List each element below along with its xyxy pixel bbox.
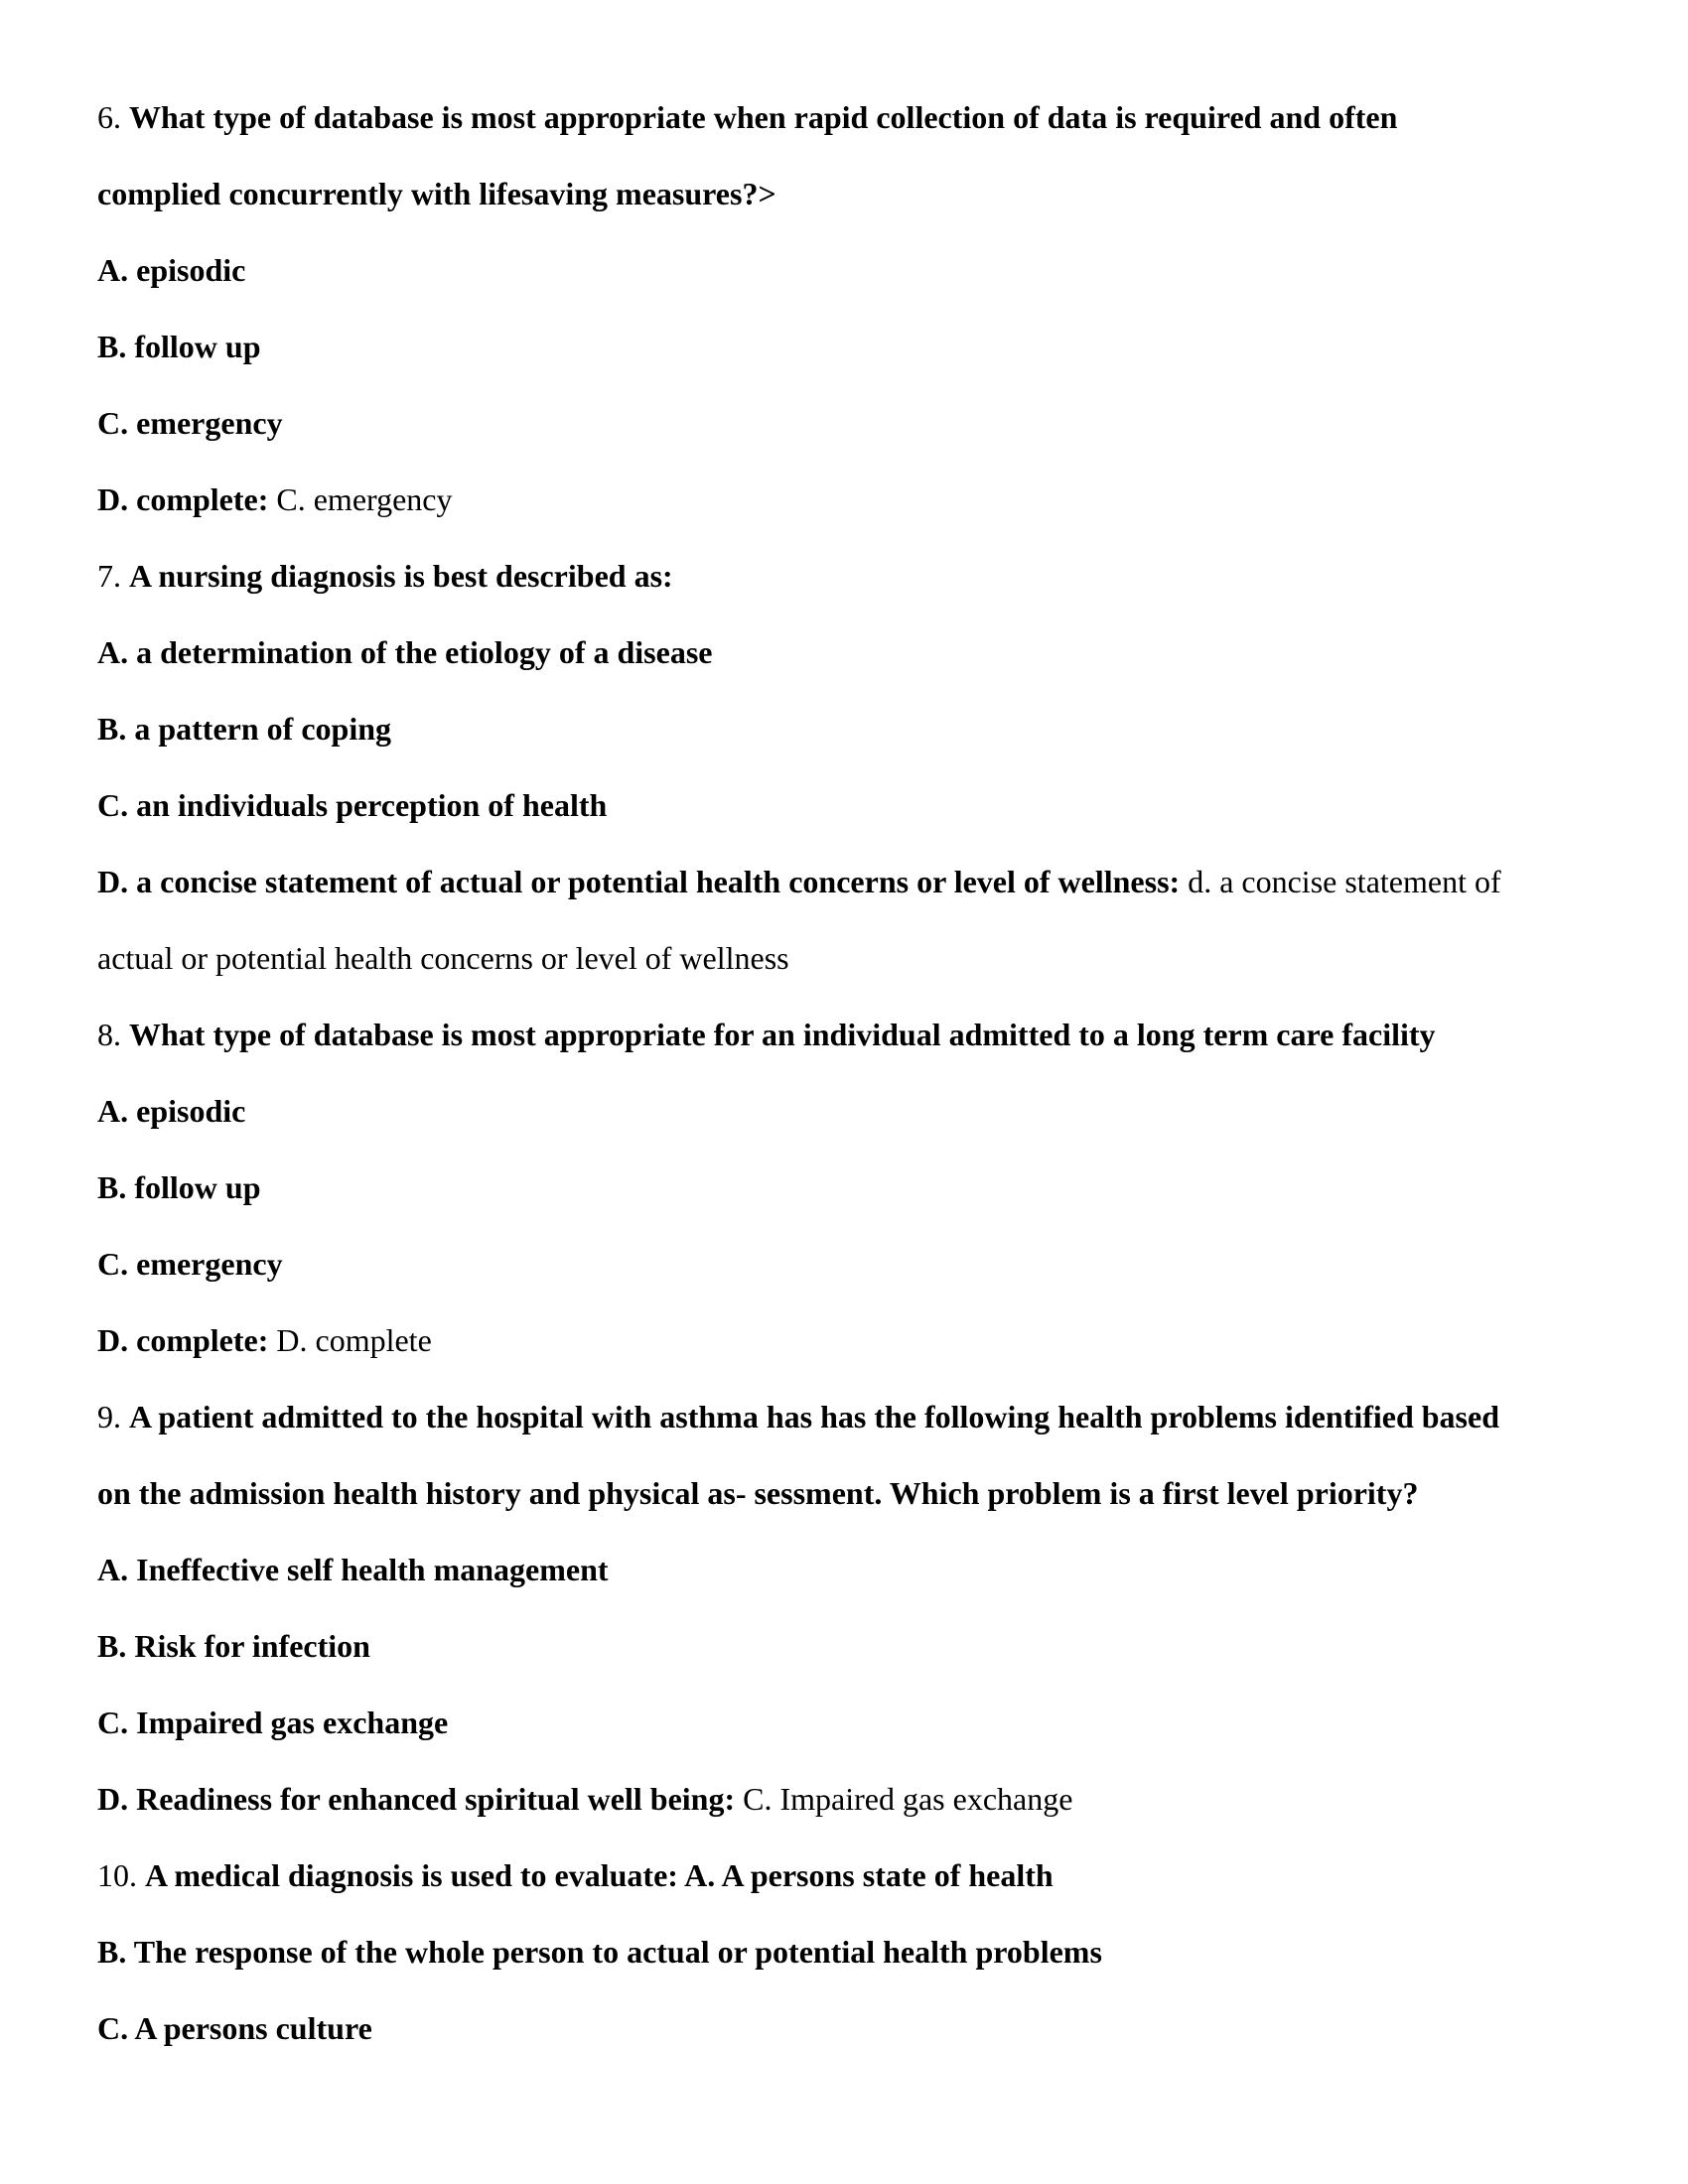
text-segment: What type of database is most appropriate when rapid collection of data is required and often — [129, 99, 1398, 135]
text-line — [97, 1914, 1628, 1990]
text-line — [97, 309, 1628, 385]
text-segment: C. an individuals perception of health — [97, 787, 608, 823]
text-line — [97, 1379, 1628, 1455]
text-line — [97, 1608, 1628, 1685]
text-segment: A. episodic — [97, 1093, 246, 1129]
text-segment: on the admission health history and physical as- sessment. Which problem is a first level priority? — [97, 1475, 1419, 1511]
text-segment: C. emergency — [97, 1246, 283, 1282]
text-segment: A nursing diagnosis is best described as: — [129, 558, 673, 594]
text-line — [97, 1838, 1628, 1914]
text-segment: 9. — [97, 1399, 129, 1434]
text-segment: B. follow up — [97, 1169, 261, 1205]
text-segment: A. Ineffective self health management — [97, 1552, 609, 1587]
text-line — [97, 1150, 1628, 1226]
text-line — [97, 614, 1628, 691]
text-segment: D. complete: — [97, 481, 277, 517]
document-lines — [97, 79, 1628, 2067]
text-line — [97, 691, 1628, 767]
text-segment: B. Risk for infection — [97, 1628, 370, 1664]
text-segment: D. complete — [276, 1322, 432, 1358]
text-segment: d. a concise statement of — [1188, 864, 1501, 899]
text-line — [97, 1073, 1628, 1150]
text-segment: D. complete: — [97, 1322, 277, 1358]
text-segment: A patient admitted to the hospital with asthma has has the following health problems identified based — [129, 1399, 1499, 1434]
text-segment: B. The response of the whole person to actual or potential health problems — [97, 1934, 1102, 1970]
text-line — [97, 1761, 1628, 1838]
text-line — [97, 1302, 1628, 1379]
text-segment: C. emergency — [97, 405, 283, 441]
text-line — [97, 997, 1628, 1073]
text-segment: A. episodic — [97, 252, 246, 288]
text-line — [97, 79, 1628, 156]
text-segment: 6. — [97, 99, 129, 135]
text-segment: B. a pattern of coping — [97, 711, 391, 747]
text-segment: C. A persons culture — [97, 2010, 372, 2046]
text-line — [97, 1532, 1628, 1608]
text-segment: B. follow up — [97, 329, 261, 364]
text-segment: complied concurrently with lifesaving measures?> — [97, 176, 776, 211]
text-segment: C. emergency — [276, 481, 453, 517]
text-line — [97, 1685, 1628, 1761]
text-segment: C. Impaired gas exchange — [743, 1781, 1073, 1817]
text-line — [97, 844, 1628, 920]
text-segment: 7. — [97, 558, 129, 594]
text-segment: D. a concise statement of actual or potential health concerns or level of wellness: — [97, 864, 1189, 899]
text-line — [97, 1455, 1628, 1532]
text-segment: A. a determination of the etiology of a disease — [97, 634, 713, 670]
text-line — [97, 232, 1628, 309]
text-line — [97, 462, 1628, 538]
text-segment: C. Impaired gas exchange — [97, 1705, 449, 1740]
text-line — [97, 767, 1628, 844]
text-line — [97, 920, 1628, 997]
text-line — [97, 1990, 1628, 2067]
text-line — [97, 156, 1628, 232]
text-segment: D. Readiness for enhanced spiritual well being: — [97, 1781, 744, 1817]
text-line — [97, 385, 1628, 462]
text-segment: A medical diagnosis is used to evaluate: A. A persons state of health — [145, 1857, 1054, 1893]
text-segment: actual or potential health concerns or level of wellness — [97, 940, 789, 976]
text-line — [97, 538, 1628, 614]
text-segment: 10. — [97, 1857, 145, 1893]
text-line — [97, 1226, 1628, 1302]
text-segment: What type of database is most appropriate for an individual admitted to a long term care facility — [129, 1017, 1436, 1052]
text-segment: 8. — [97, 1017, 129, 1052]
